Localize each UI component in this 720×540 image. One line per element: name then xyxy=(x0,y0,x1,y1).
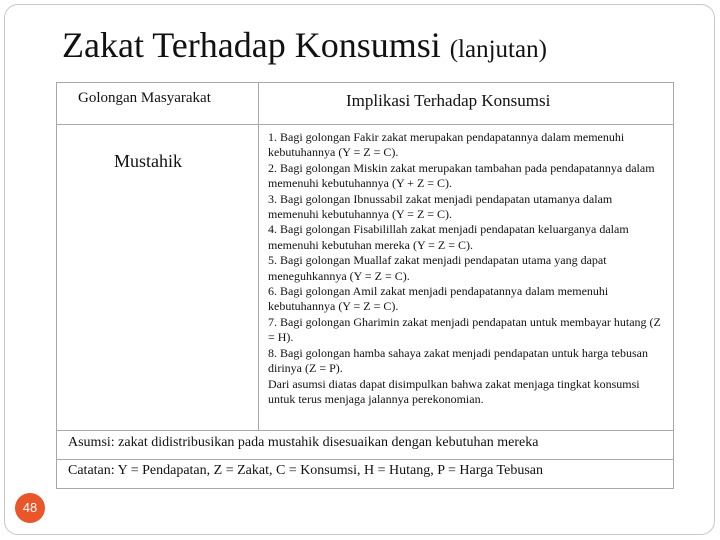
header-divider xyxy=(56,124,674,125)
implication-item: 8. Bagi golongan hamba sahaya zakat menjadi pendapatan untuk harga tebusan dirinya (Z = P). xyxy=(268,345,648,376)
content-divider xyxy=(56,430,674,431)
implication-item: 7. Bagi golongan Gharimin zakat menjadi pendapatan untuk membayar hutang (Z = H). xyxy=(268,314,661,345)
column-divider xyxy=(258,82,259,430)
assumption-divider xyxy=(56,459,674,460)
title-main: Zakat Terhadap Konsumsi xyxy=(62,25,441,65)
implication-item: 2. Bagi golongan Miskin zakat merupakan tambahan pada pendapatannya dalam memenuhi kebutuhannya (Y + Z = C). xyxy=(268,160,655,191)
title-suffix: (lanjutan) xyxy=(449,36,547,63)
page-number-badge: 48 xyxy=(15,493,45,523)
implication-list xyxy=(268,130,664,407)
table-border-right xyxy=(673,82,674,488)
conclusion-text: Dari asumsi diatas dapat disimpulkan bahwa zakat menjaga tingkat konsumsi untuk terus menjaga jalannya perekonomian. xyxy=(268,376,640,406)
implication-item: 3. Bagi golongan Ibnussabil zakat menjadi pendapatan utamanya dalam memenuhi kebutuhannya (Y = Z = C). xyxy=(268,191,613,222)
assumption-text: Asumsi: zakat didistribusikan pada mustahik disesuaikan dengan kebutuhan mereka xyxy=(68,435,539,450)
implication-item: 5. Bagi golongan Muallaf zakat menjadi pendapatan utama yang dapat meneguhkannya (Y = Z = C). xyxy=(268,253,607,283)
table-border-bottom xyxy=(56,488,674,489)
header-implication: Implikasi Terhadap Konsumsi xyxy=(346,91,551,110)
implication-item: 1. Bagi golongan Fakir zakat merupakan pendapatannya dalam memenuhi kebutuhannya (Y = Z = C). xyxy=(268,130,625,160)
table-border-top xyxy=(56,82,674,83)
implication-item: 6. Bagi golongan Amil zakat menjadi pendapatannya dalam memenuhi kebutuhannya (Y = Z = C). xyxy=(268,284,609,314)
implication-item: 4. Bagi golongan Fisabilillah zakat menjadi pendapatan keluarganya dalam memenuhi kebutuhan mereka (Y = Z = C). xyxy=(268,222,629,252)
group-label: Mustahik xyxy=(114,151,183,171)
header-group: Golongan Masyarakat xyxy=(78,90,211,106)
note-text: Catatan: Y = Pendapatan, Z = Zakat, C = Konsumsi, H = Hutang, P = Harga Tebusan xyxy=(68,463,544,478)
implication-table xyxy=(56,82,674,489)
slide-title xyxy=(62,20,547,75)
table-border-left xyxy=(56,82,57,488)
